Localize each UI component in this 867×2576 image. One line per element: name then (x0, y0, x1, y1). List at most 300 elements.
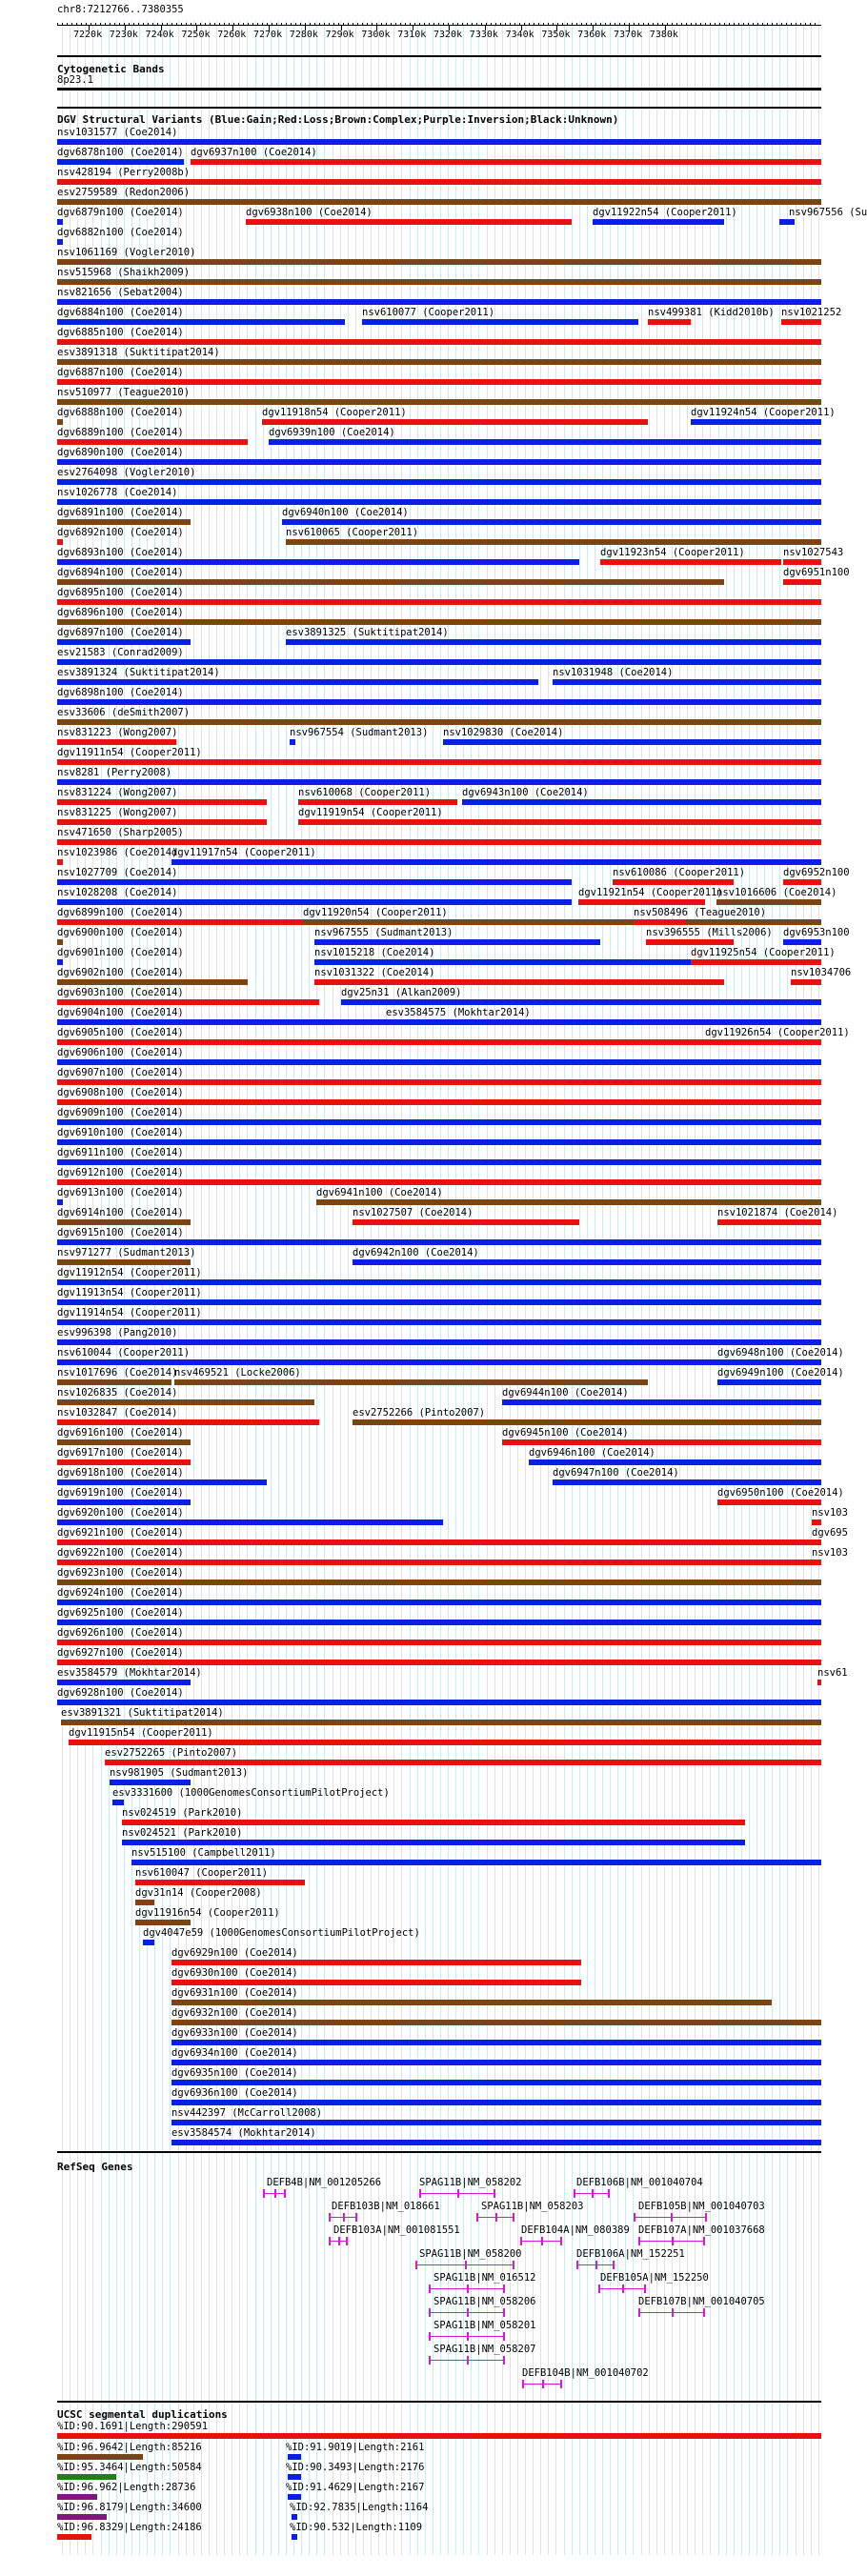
refseq-gene-exon[interactable] (503, 2284, 505, 2293)
dgv-variant-label[interactable]: nsv610077 (Cooper2011) (362, 307, 495, 318)
segdup-label[interactable]: %ID:96.9642|Length:85216 (57, 2442, 202, 2453)
segdup-label[interactable]: %ID:96.962|Length:28736 (57, 2482, 196, 2493)
dgv-variant-label[interactable]: nsv61 (817, 1667, 848, 1679)
dgv-variant-label[interactable]: dgv6917n100 (Coe2014) (57, 1447, 184, 1459)
dgv-variant-bar[interactable] (57, 1219, 191, 1225)
dgv-variant-label[interactable]: dgv6953n100 (783, 927, 850, 938)
dgv-variant-label[interactable]: esv21583 (Conrad2009) (57, 647, 184, 658)
dgv-variant-label[interactable]: dgv6916n100 (Coe2014) (57, 1427, 184, 1439)
dgv-variant-label[interactable]: nsv499381 (Kidd2010b) (648, 307, 775, 318)
refseq-gene-exon[interactable] (644, 2284, 646, 2293)
dgv-variant-bar[interactable] (57, 619, 821, 625)
dgv-variant-label[interactable]: nsv831223 (Wong2007) (57, 727, 178, 738)
dgv-variant-label[interactable]: nsv1017696 (Coe2014) (57, 1367, 178, 1379)
dgv-variant-bar[interactable] (57, 779, 821, 785)
dgv-variant-label[interactable]: dgv11916n54 (Cooper2011) (135, 1907, 280, 1919)
dgv-variant-label[interactable]: nsv967556 (Su (789, 207, 867, 218)
refseq-gene-exon[interactable] (638, 2308, 640, 2317)
refseq-gene-exon[interactable] (355, 2213, 357, 2222)
dgv-variant-label[interactable]: dgv11915n54 (Cooper2011) (69, 1727, 213, 1739)
segdup-bar[interactable] (292, 2534, 297, 2540)
dgv-variant-bar[interactable] (783, 939, 821, 945)
refseq-gene-exon[interactable] (703, 2308, 705, 2317)
dgv-variant-label[interactable]: dgv6940n100 (Coe2014) (282, 507, 409, 518)
refseq-gene-exon[interactable] (703, 2237, 705, 2245)
dgv-variant-bar[interactable] (286, 539, 821, 545)
dgv-variant-label[interactable]: dgv6892n100 (Coe2014) (57, 527, 184, 538)
dgv-variant-label[interactable]: dgv11919n54 (Cooper2011) (298, 807, 443, 818)
dgv-variant-bar[interactable] (443, 739, 821, 745)
dgv-variant-label[interactable]: dgv11917n54 (Cooper2011) (171, 847, 316, 858)
dgv-variant-bar[interactable] (57, 659, 821, 665)
dgv-variant-bar[interactable] (353, 1259, 821, 1265)
dgv-variant-label[interactable]: dgv6938n100 (Coe2014) (246, 207, 373, 218)
dgv-variant-bar[interactable] (57, 1580, 821, 1585)
dgv-variant-label[interactable]: dgv6878n100 (Coe2014) (57, 147, 184, 158)
dgv-variant-bar[interactable] (783, 579, 821, 585)
dgv-variant-label[interactable]: dgv6930n100 (Coe2014) (171, 1967, 298, 1979)
dgv-variant-label[interactable]: dgv11926n54 (Cooper2011) (705, 1027, 850, 1038)
dgv-variant-bar[interactable] (57, 279, 821, 285)
dgv-variant-bar[interactable] (353, 1419, 821, 1425)
refseq-gene-exon[interactable] (520, 2237, 522, 2245)
dgv-variant-bar[interactable] (783, 879, 821, 885)
dgv-variant-bar[interactable] (57, 459, 821, 465)
dgv-variant-label[interactable]: dgv6931n100 (Coe2014) (171, 1987, 298, 1999)
dgv-variant-bar[interactable] (69, 1740, 821, 1745)
dgv-variant-label[interactable]: nsv821656 (Sebat2004) (57, 287, 184, 298)
dgv-variant-label[interactable]: nsv1029830 (Coe2014) (443, 727, 564, 738)
dgv-variant-bar[interactable] (57, 739, 176, 745)
dgv-variant-bar[interactable] (135, 1900, 154, 1905)
dgv-variant-bar[interactable] (812, 1540, 821, 1545)
dgv-variant-label[interactable]: nsv515968 (Shaikh2009) (57, 267, 191, 278)
dgv-variant-bar[interactable] (57, 639, 191, 645)
dgv-variant-bar[interactable] (57, 959, 63, 965)
dgv-variant-bar[interactable] (131, 1860, 821, 1865)
dgv-variant-label[interactable]: dgv6949n100 (Coe2014) (717, 1367, 844, 1379)
refseq-gene-exon[interactable] (522, 2380, 524, 2388)
refseq-gene-exon[interactable] (429, 2332, 431, 2341)
dgv-variant-bar[interactable] (57, 1319, 821, 1325)
refseq-gene-exon[interactable] (329, 2213, 331, 2222)
dgv-variant-label[interactable]: dgv6941n100 (Coe2014) (316, 1187, 443, 1198)
dgv-variant-label[interactable]: dgv11923n54 (Cooper2011) (600, 547, 745, 558)
dgv-variant-bar[interactable] (57, 719, 821, 725)
dgv-variant-bar[interactable] (171, 1980, 581, 1985)
dgv-variant-bar[interactable] (57, 1119, 821, 1125)
segdup-label[interactable]: %ID:91.4629|Length:2167 (286, 2482, 425, 2493)
dgv-variant-bar[interactable] (57, 939, 63, 945)
dgv-variant-bar[interactable] (57, 1660, 821, 1665)
dgv-variant-bar[interactable] (57, 1620, 821, 1625)
refseq-gene-exon[interactable] (622, 2284, 624, 2293)
refseq-gene-exon[interactable] (503, 2356, 505, 2365)
dgv-variant-label[interactable]: dgv4047e59 (1000GenomesConsortiumPilotProject) (143, 1927, 420, 1939)
dgv-variant-bar[interactable] (57, 699, 821, 705)
refseq-gene-exon[interactable] (465, 2261, 467, 2269)
dgv-variant-bar[interactable] (316, 1199, 821, 1205)
dgv-variant-label[interactable]: dgv6919n100 (Coe2014) (57, 1487, 184, 1499)
dgv-variant-label[interactable]: dgv6890n100 (Coe2014) (57, 447, 184, 458)
dgv-variant-label[interactable]: nsv508496 (Teague2010) (634, 907, 767, 918)
dgv-variant-label[interactable]: dgv6942n100 (Coe2014) (353, 1247, 479, 1258)
dgv-variant-bar[interactable] (303, 919, 821, 925)
dgv-variant-label[interactable]: esv3584574 (Mokhtar2014) (171, 2127, 316, 2139)
dgv-variant-bar[interactable] (57, 1279, 821, 1285)
refseq-gene-label[interactable]: DEFB105B|NM_001040703 (638, 2201, 765, 2212)
dgv-variant-label[interactable]: nsv469521 (Locke2006) (174, 1367, 301, 1379)
dgv-variant-label[interactable]: dgv6932n100 (Coe2014) (171, 2007, 298, 2019)
segdup-label[interactable]: %ID:90.1691|Length:290591 (57, 2421, 209, 2432)
dgv-variant-label[interactable]: nsv1061169 (Vogler2010) (57, 247, 196, 258)
dgv-variant-bar[interactable] (286, 639, 821, 645)
dgv-variant-label[interactable]: dgv25n31 (Alkan2009) (341, 987, 462, 998)
dgv-variant-label[interactable]: dgv6891n100 (Coe2014) (57, 507, 184, 518)
refseq-gene-exon[interactable] (542, 2380, 544, 2388)
dgv-variant-bar[interactable] (57, 899, 572, 905)
refseq-gene-exon[interactable] (429, 2308, 431, 2317)
refseq-gene-exon[interactable] (560, 2380, 562, 2388)
dgv-variant-label[interactable]: nsv428194 (Perry2008b) (57, 167, 191, 178)
dgv-variant-label[interactable]: nsv1031948 (Coe2014) (553, 667, 674, 678)
segdup-label[interactable]: %ID:96.8329|Length:24186 (57, 2522, 202, 2533)
dgv-variant-label[interactable]: esv33606 (deSmith2007) (57, 707, 191, 718)
dgv-variant-label[interactable]: dgv6924n100 (Coe2014) (57, 1587, 184, 1599)
segdup-bar[interactable] (57, 2514, 107, 2520)
dgv-variant-bar[interactable] (57, 399, 821, 405)
dgv-variant-bar[interactable] (57, 1700, 821, 1705)
dgv-variant-bar[interactable] (57, 1540, 821, 1545)
segdup-label[interactable]: %ID:91.9019|Length:2161 (286, 2442, 425, 2453)
dgv-variant-bar[interactable] (613, 879, 734, 885)
refseq-gene-exon[interactable] (595, 2261, 597, 2269)
dgv-variant-bar[interactable] (57, 1359, 821, 1365)
dgv-variant-label[interactable]: esv2752265 (Pinto2007) (105, 1747, 238, 1759)
dgv-variant-label[interactable]: nsv610086 (Cooper2011) (613, 867, 746, 878)
dgv-variant-bar[interactable] (135, 1920, 191, 1925)
dgv-variant-bar[interactable] (57, 599, 821, 605)
dgv-variant-bar[interactable] (57, 499, 821, 505)
refseq-gene-label[interactable]: DEFB107A|NM_001037668 (638, 2224, 765, 2236)
dgv-variant-label[interactable]: esv2752266 (Pinto2007) (353, 1407, 486, 1419)
dgv-variant-label[interactable]: nsv1021252 (781, 307, 842, 318)
dgv-variant-label[interactable]: dgv6879n100 (Coe2014) (57, 207, 184, 218)
dgv-variant-bar[interactable] (57, 259, 821, 265)
dgv-variant-bar[interactable] (171, 2140, 821, 2145)
refseq-gene-exon[interactable] (513, 2261, 514, 2269)
refseq-gene-exon[interactable] (429, 2284, 431, 2293)
dgv-variant-label[interactable]: dgv11921n54 (Cooper2011) (578, 887, 723, 898)
dgv-variant-bar[interactable] (57, 339, 821, 345)
dgv-variant-label[interactable]: nsv610047 (Cooper2011) (135, 1867, 269, 1879)
dgv-variant-label[interactable]: dgv6910n100 (Coe2014) (57, 1127, 184, 1138)
dgv-variant-label[interactable]: esv3891321 (Suktitipat2014) (61, 1707, 224, 1719)
dgv-variant-bar[interactable] (634, 919, 686, 925)
dgv-variant-bar[interactable] (781, 319, 821, 325)
dgv-variant-bar[interactable] (593, 219, 724, 225)
segdup-label[interactable]: %ID:95.3464|Length:50584 (57, 2462, 202, 2473)
dgv-variant-bar[interactable] (57, 139, 821, 145)
refseq-gene-label[interactable]: DEFB4B|NM_001205266 (267, 2177, 382, 2188)
dgv-variant-label[interactable]: nsv103 (812, 1547, 848, 1559)
dgv-variant-bar[interactable] (57, 419, 63, 425)
dgv-variant-bar[interactable] (57, 539, 63, 545)
dgv-variant-bar[interactable] (314, 979, 724, 985)
dgv-variant-label[interactable]: nsv967555 (Sudmant2013) (314, 927, 454, 938)
refseq-gene-exon[interactable] (263, 2189, 265, 2198)
dgv-variant-label[interactable]: nsv024519 (Park2010) (122, 1807, 243, 1819)
dgv-variant-label[interactable]: dgv6918n100 (Coe2014) (57, 1467, 184, 1479)
dgv-variant-bar[interactable] (783, 559, 821, 565)
dgv-variant-bar[interactable] (57, 1600, 821, 1605)
dgv-variant-label[interactable]: dgv6920n100 (Coe2014) (57, 1507, 184, 1519)
dgv-variant-bar[interactable] (791, 979, 821, 985)
refseq-gene-exon[interactable] (513, 2213, 514, 2222)
refseq-gene-exon[interactable] (598, 2284, 600, 2293)
dgv-variant-bar[interactable] (122, 1820, 745, 1825)
dgv-variant-label[interactable]: nsv510977 (Teague2010) (57, 387, 191, 398)
dgv-variant-bar[interactable] (246, 219, 572, 225)
dgv-variant-bar[interactable] (717, 1219, 821, 1225)
dgv-variant-label[interactable]: dgv6908n100 (Coe2014) (57, 1087, 184, 1098)
dgv-variant-bar[interactable] (341, 999, 821, 1005)
dgv-variant-bar[interactable] (646, 939, 734, 945)
refseq-gene-label[interactable]: DEFB106B|NM_001040704 (576, 2177, 703, 2188)
refseq-gene-exon[interactable] (467, 2332, 469, 2341)
dgv-variant-bar[interactable] (362, 319, 638, 325)
dgv-variant-label[interactable]: dgv6935n100 (Coe2014) (171, 2067, 298, 2079)
dgv-variant-bar[interactable] (57, 679, 538, 685)
refseq-gene-exon[interactable] (503, 2308, 505, 2317)
dgv-variant-bar[interactable] (171, 2060, 821, 2065)
dgv-variant-label[interactable]: dgv6894n100 (Coe2014) (57, 567, 184, 578)
dgv-variant-label[interactable]: dgv6915n100 (Coe2014) (57, 1227, 184, 1238)
dgv-variant-bar[interactable] (112, 1800, 124, 1805)
dgv-variant-bar[interactable] (600, 559, 781, 565)
dgv-variant-bar[interactable] (57, 819, 267, 825)
dgv-variant-bar[interactable] (57, 1199, 63, 1205)
refseq-gene-label[interactable]: DEFB107B|NM_001040705 (638, 2296, 765, 2307)
dgv-variant-label[interactable]: dgv6936n100 (Coe2014) (171, 2087, 298, 2099)
segdup-bar[interactable] (57, 2433, 821, 2439)
dgv-variant-label[interactable]: nsv1031322 (Coe2014) (314, 967, 435, 978)
dgv-variant-bar[interactable] (61, 1720, 821, 1725)
refseq-gene-label[interactable]: DEFB103B|NM_018661 (332, 2201, 440, 2212)
dgv-variant-label[interactable]: nsv1021874 (Coe2014) (717, 1207, 838, 1218)
dgv-variant-label[interactable]: dgv6885n100 (Coe2014) (57, 327, 184, 338)
segdup-bar[interactable] (288, 2454, 301, 2460)
refseq-gene-exon[interactable] (346, 2237, 348, 2245)
dgv-variant-label[interactable]: dgv11914n54 (Cooper2011) (57, 1307, 202, 1318)
refseq-gene-label[interactable]: SPAG11B|NM_058200 (419, 2248, 522, 2260)
dgv-variant-label[interactable]: dgv6900n100 (Coe2014) (57, 927, 184, 938)
segdup-bar[interactable] (57, 2534, 91, 2540)
dgv-variant-label[interactable]: esv3584579 (Mokhtar2014) (57, 1667, 202, 1679)
dgv-variant-label[interactable]: dgv6896n100 (Coe2014) (57, 607, 184, 618)
dgv-variant-label[interactable]: nsv1026835 (Coe2014) (57, 1387, 178, 1399)
dgv-variant-label[interactable]: nsv471650 (Sharp2005) (57, 827, 184, 838)
dgv-variant-bar[interactable] (57, 579, 724, 585)
dgv-variant-label[interactable]: dgv6895n100 (Coe2014) (57, 587, 184, 598)
dgv-variant-label[interactable]: dgv11920n54 (Cooper2011) (303, 907, 448, 918)
dgv-variant-bar[interactable] (691, 959, 821, 965)
refseq-gene-exon[interactable] (638, 2237, 640, 2245)
refseq-gene-exon[interactable] (608, 2189, 610, 2198)
refseq-gene-exon[interactable] (613, 2261, 615, 2269)
dgv-variant-bar[interactable] (171, 2080, 821, 2085)
dgv-variant-bar[interactable] (282, 519, 821, 525)
dgv-variant-bar[interactable] (57, 199, 821, 205)
refseq-gene-label[interactable]: SPAG11B|NM_058206 (434, 2296, 536, 2307)
dgv-variant-bar[interactable] (57, 379, 821, 385)
dgv-variant-label[interactable]: nsv1016606 (Coe2014) (716, 887, 837, 898)
dgv-variant-label[interactable]: nsv396555 (Mills2006) (646, 927, 773, 938)
refseq-gene-label[interactable]: DEFB106A|NM_152251 (576, 2248, 685, 2260)
refseq-gene-exon[interactable] (419, 2189, 421, 2198)
dgv-variant-bar[interactable] (648, 319, 691, 325)
dgv-variant-label[interactable]: nsv1034706 (791, 967, 852, 978)
dgv-variant-bar[interactable] (717, 1499, 821, 1505)
dgv-variant-label[interactable]: nsv1027709 (Coe2014) (57, 867, 178, 878)
dgv-variant-label[interactable]: dgv6904n100 (Coe2014) (57, 1007, 184, 1018)
dgv-variant-bar[interactable] (57, 1499, 191, 1505)
dgv-variant-label[interactable]: dgv11918n54 (Cooper2011) (262, 407, 407, 418)
dgv-variant-bar[interactable] (57, 179, 821, 185)
dgv-variant-label[interactable]: nsv1031577 (Coe2014) (57, 127, 178, 138)
refseq-gene-exon[interactable] (329, 2237, 331, 2245)
dgv-variant-bar[interactable] (57, 439, 248, 445)
dgv-variant-bar[interactable] (57, 1479, 267, 1485)
dgv-variant-label[interactable]: dgv6922n100 (Coe2014) (57, 1547, 184, 1559)
dgv-variant-label[interactable]: dgv6939n100 (Coe2014) (269, 427, 395, 438)
dgv-variant-bar[interactable] (57, 1299, 821, 1305)
dgv-variant-label[interactable]: dgv6906n100 (Coe2014) (57, 1047, 184, 1058)
dgv-variant-label[interactable]: nsv1026778 (Coe2014) (57, 487, 178, 498)
dgv-variant-bar[interactable] (386, 1019, 821, 1025)
dgv-variant-bar[interactable] (171, 2000, 772, 2005)
dgv-variant-bar[interactable] (502, 1439, 821, 1445)
dgv-variant-bar[interactable] (171, 2100, 821, 2105)
dgv-variant-label[interactable]: dgv6943n100 (Coe2014) (462, 787, 589, 798)
segdup-bar[interactable] (57, 2494, 97, 2500)
dgv-variant-label[interactable]: dgv6923n100 (Coe2014) (57, 1567, 184, 1579)
refseq-gene-exon[interactable] (338, 2237, 340, 2245)
dgv-variant-bar[interactable] (57, 1560, 821, 1565)
dgv-variant-label[interactable]: dgv6950n100 (Coe2014) (717, 1487, 844, 1499)
dgv-variant-label[interactable]: dgv695 (812, 1527, 848, 1539)
dgv-variant-bar[interactable] (57, 219, 63, 225)
refseq-gene-label[interactable]: DEFB104A|NM_080389 (521, 2224, 630, 2236)
dgv-variant-label[interactable]: dgv6899n100 (Coe2014) (57, 907, 184, 918)
dgv-variant-label[interactable]: esv3331600 (1000GenomesConsortiumPilotProject) (112, 1787, 390, 1799)
refseq-gene-exon[interactable] (672, 2237, 674, 2245)
dgv-variant-bar[interactable] (171, 859, 821, 865)
dgv-variant-bar[interactable] (171, 2020, 821, 2025)
dgv-variant-label[interactable]: dgv6909n100 (Coe2014) (57, 1107, 184, 1118)
dgv-variant-bar[interactable] (171, 1960, 581, 1965)
dgv-variant-label[interactable]: nsv1015218 (Coe2014) (314, 947, 435, 958)
dgv-variant-bar[interactable] (57, 319, 345, 325)
dgv-variant-label[interactable]: esv3891318 (Suktitipat2014) (57, 347, 220, 358)
dgv-variant-bar[interactable] (57, 1339, 821, 1345)
dgv-variant-bar[interactable] (57, 1179, 821, 1185)
refseq-gene-exon[interactable] (494, 2189, 495, 2198)
dgv-variant-label[interactable]: nsv967554 (Sudmant2013) (290, 727, 429, 738)
dgv-variant-bar[interactable] (174, 1379, 648, 1385)
dgv-variant-label[interactable]: nsv1027507 (Coe2014) (353, 1207, 474, 1218)
refseq-gene-exon[interactable] (672, 2308, 674, 2317)
refseq-gene-label[interactable]: DEFB104B|NM_001040702 (522, 2367, 649, 2379)
dgv-variant-label[interactable]: nsv831225 (Wong2007) (57, 807, 178, 818)
dgv-variant-label[interactable]: nsv103 (812, 1507, 848, 1519)
dgv-variant-label[interactable]: nsv515100 (Campbell2011) (131, 1847, 276, 1859)
dgv-variant-bar[interactable] (57, 1159, 821, 1165)
dgv-variant-label[interactable]: dgv6929n100 (Coe2014) (171, 1947, 298, 1959)
dgv-variant-label[interactable]: nsv610065 (Cooper2011) (286, 527, 419, 538)
dgv-variant-label[interactable]: nsv971277 (Sudmant2013) (57, 1247, 196, 1258)
dgv-variant-label[interactable]: dgv6882n100 (Coe2014) (57, 227, 184, 238)
dgv-variant-bar[interactable] (143, 1940, 154, 1945)
segdup-label[interactable]: %ID:90.532|Length:1109 (290, 2522, 423, 2533)
dgv-variant-label[interactable]: dgv6901n100 (Coe2014) (57, 947, 184, 958)
dgv-variant-bar[interactable] (171, 2120, 821, 2125)
dgv-variant-bar[interactable] (353, 1219, 579, 1225)
dgv-variant-label[interactable]: dgv6927n100 (Coe2014) (57, 1647, 184, 1659)
dgv-variant-label[interactable]: dgv11912n54 (Cooper2011) (57, 1267, 202, 1278)
dgv-variant-label[interactable]: nsv8281 (Perry2008) (57, 767, 172, 778)
refseq-gene-exon[interactable] (576, 2261, 578, 2269)
refseq-gene-exon[interactable] (592, 2189, 594, 2198)
dgv-variant-label[interactable]: dgv6887n100 (Coe2014) (57, 367, 184, 378)
dgv-variant-label[interactable]: dgv6928n100 (Coe2014) (57, 1687, 184, 1699)
segdup-bar[interactable] (288, 2474, 301, 2480)
dgv-variant-label[interactable]: dgv6945n100 (Coe2014) (502, 1427, 629, 1439)
dgv-variant-label[interactable]: dgv6921n100 (Coe2014) (57, 1527, 184, 1539)
dgv-variant-label[interactable]: dgv6893n100 (Coe2014) (57, 547, 184, 558)
segdup-bar[interactable] (292, 2514, 297, 2520)
dgv-variant-bar[interactable] (717, 1379, 821, 1385)
dgv-variant-label[interactable]: esv3891324 (Suktitipat2014) (57, 667, 220, 678)
refseq-gene-label[interactable]: SPAG11B|NM_058207 (434, 2344, 536, 2355)
dgv-variant-bar[interactable] (812, 1519, 821, 1525)
dgv-variant-label[interactable]: dgv6948n100 (Coe2014) (717, 1347, 844, 1358)
dgv-variant-bar[interactable] (57, 1459, 191, 1465)
refseq-gene-label[interactable]: DEFB105A|NM_152250 (600, 2272, 709, 2284)
refseq-gene-exon[interactable] (560, 2237, 562, 2245)
dgv-variant-bar[interactable] (57, 299, 821, 305)
dgv-variant-bar[interactable] (57, 1379, 171, 1385)
refseq-gene-exon[interactable] (541, 2237, 543, 2245)
refseq-gene-exon[interactable] (467, 2356, 469, 2365)
dgv-variant-label[interactable]: dgv6914n100 (Coe2014) (57, 1207, 184, 1218)
dgv-variant-bar[interactable] (135, 1880, 305, 1885)
dgv-variant-bar[interactable] (716, 899, 821, 905)
dgv-variant-bar[interactable] (122, 1840, 745, 1845)
dgv-variant-bar[interactable] (57, 1079, 821, 1085)
dgv-variant-label[interactable]: dgv6897n100 (Coe2014) (57, 627, 184, 638)
dgv-variant-bar[interactable] (57, 879, 572, 885)
dgv-variant-label[interactable]: dgv6884n100 (Coe2014) (57, 307, 184, 318)
dgv-variant-label[interactable]: nsv024521 (Park2010) (122, 1827, 243, 1839)
dgv-variant-bar[interactable] (57, 359, 821, 365)
segdup-bar[interactable] (288, 2494, 301, 2500)
dgv-variant-bar[interactable] (298, 799, 457, 805)
dgv-variant-label[interactable]: nsv1027543 (783, 547, 844, 558)
dgv-variant-bar[interactable] (812, 1560, 821, 1565)
dgv-variant-label[interactable]: nsv610044 (Cooper2011) (57, 1347, 191, 1358)
dgv-variant-bar[interactable] (705, 1039, 821, 1045)
